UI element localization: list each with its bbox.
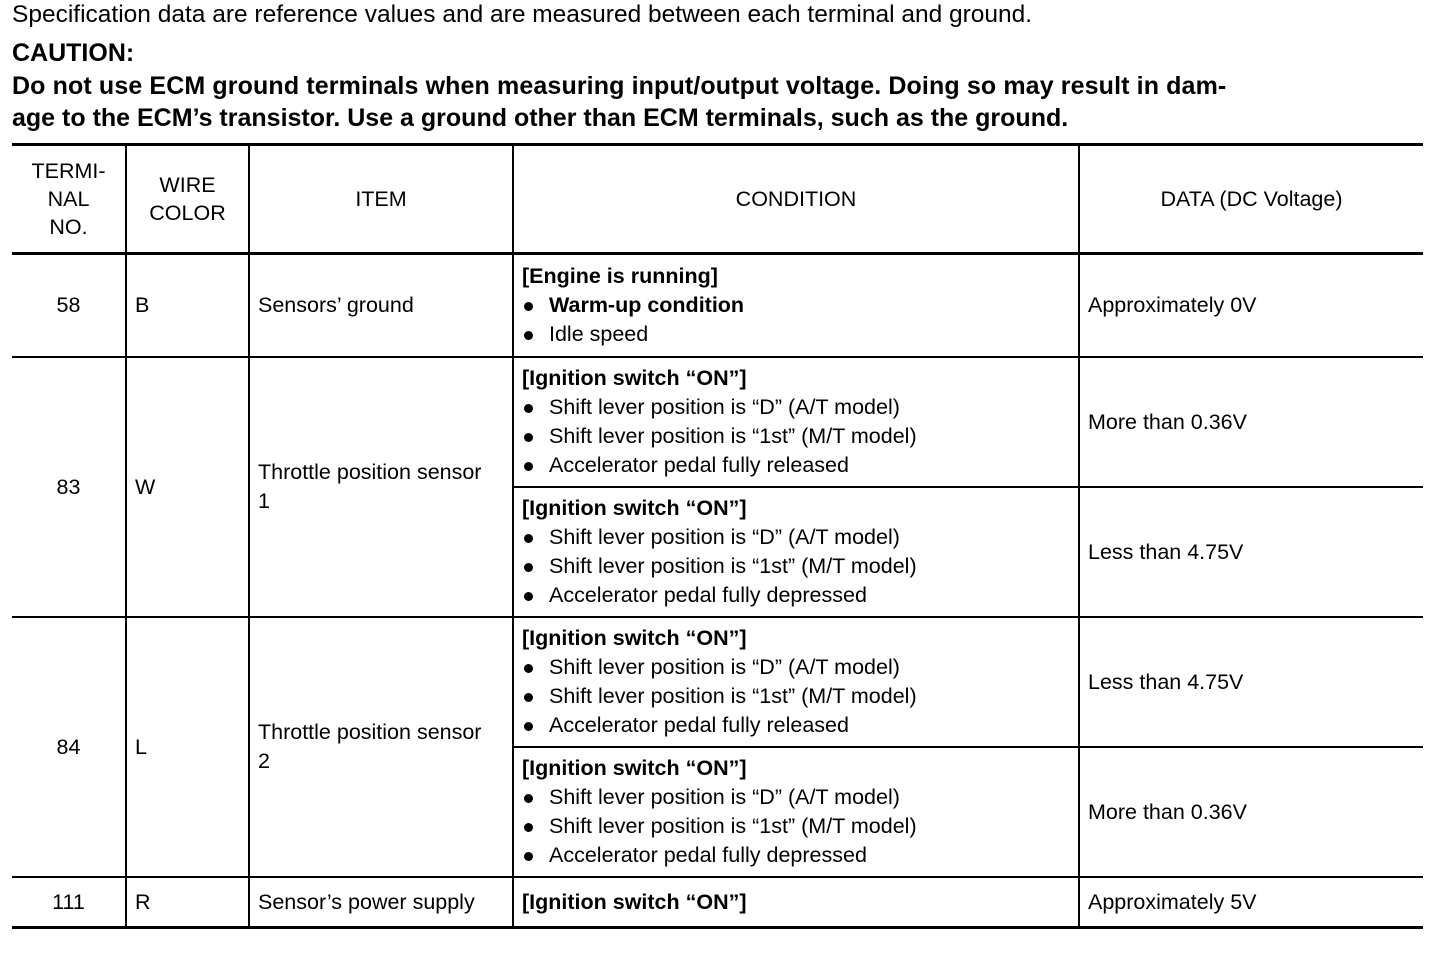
data-value: Approximately 0V (1079, 254, 1423, 358)
header-data: DATA (DC Voltage) (1079, 145, 1423, 254)
item: Sensors’ ground (249, 254, 513, 358)
condition (513, 357, 1079, 487)
wire-color: L (126, 617, 249, 877)
table-row (12, 357, 1423, 487)
condition-bullet: Accelerator pedal fully depressed (522, 841, 1070, 870)
item: Throttle position sensor 2 (249, 617, 513, 877)
wire-color: B (126, 254, 249, 358)
condition-bullet: Shift lever position is “1st” (M/T model) (522, 422, 1070, 451)
terminal-no: 83 (12, 357, 126, 617)
condition (513, 254, 1079, 358)
condition-title: [Ignition switch “ON”] (522, 756, 747, 780)
condition-bullet: Idle speed (522, 320, 1070, 349)
header-item: ITEM (249, 145, 513, 254)
condition-bullet: Shift lever position is “D” (A/T model) (522, 523, 1070, 552)
condition (513, 877, 1079, 928)
wire-color: W (126, 357, 249, 617)
condition-bullet: Accelerator pedal fully depressed (522, 581, 1070, 610)
caution-heading: CAUTION: (12, 39, 135, 67)
condition-title: [Ignition switch “ON”] (522, 626, 747, 650)
data-value: Less than 4.75V (1079, 487, 1423, 617)
condition-title: [Ignition switch “ON”] (522, 496, 747, 520)
terminal-no: 84 (12, 617, 126, 877)
condition-title: [Engine is running] (522, 264, 718, 288)
wire-color: R (126, 877, 249, 928)
condition (513, 747, 1079, 877)
item: Sensor’s power supply (249, 877, 513, 928)
condition-bullet: Shift lever position is “D” (A/T model) (522, 393, 1070, 422)
data-value: More than 0.36V (1079, 747, 1423, 877)
table-header-row (12, 145, 1423, 254)
table-row (12, 617, 1423, 747)
data-value: More than 0.36V (1079, 357, 1423, 487)
condition-bullet: Shift lever position is “D” (A/T model) (522, 653, 1070, 682)
condition-bullet: Warm-up condition (522, 291, 1070, 320)
table-row (12, 254, 1423, 358)
condition-bullet: Shift lever position is “D” (A/T model) (522, 783, 1070, 812)
caution-text (12, 70, 1424, 134)
caution-line-1: Do not use ECM ground terminals when measuring input/output voltage. Doing so may result in dam- (12, 72, 1227, 100)
table-row (12, 877, 1423, 928)
terminal-spec-table (12, 143, 1423, 929)
data-value: Less than 4.75V (1079, 617, 1423, 747)
condition-bullet: Accelerator pedal fully released (522, 451, 1070, 480)
spec-intro-text: Specification data are reference values and are measured between each terminal and ground. (12, 1, 1033, 28)
caution-line-2: age to the ECM’s transistor. Use a ground other than ECM terminals, such as the ground. (12, 104, 1069, 132)
header-condition: CONDITION (513, 145, 1079, 254)
condition-bullet: Shift lever position is “1st” (M/T model) (522, 812, 1070, 841)
condition (513, 617, 1079, 747)
condition-title: [Ignition switch “ON”] (522, 889, 747, 914)
condition-bullet: Accelerator pedal fully released (522, 711, 1070, 740)
header-terminal-no: TERMI- NAL NO. (12, 145, 126, 254)
terminal-no: 58 (12, 254, 126, 358)
condition-bullet: Shift lever position is “1st” (M/T model) (522, 552, 1070, 581)
terminal-no: 111 (12, 877, 126, 928)
condition-bullet: Shift lever position is “1st” (M/T model) (522, 682, 1070, 711)
item: Throttle position sensor 1 (249, 357, 513, 617)
condition-title: [Ignition switch “ON”] (522, 366, 747, 390)
header-wire-color: WIRE COLOR (126, 145, 249, 254)
data-value: Approximately 5V (1079, 877, 1423, 928)
condition (513, 487, 1079, 617)
